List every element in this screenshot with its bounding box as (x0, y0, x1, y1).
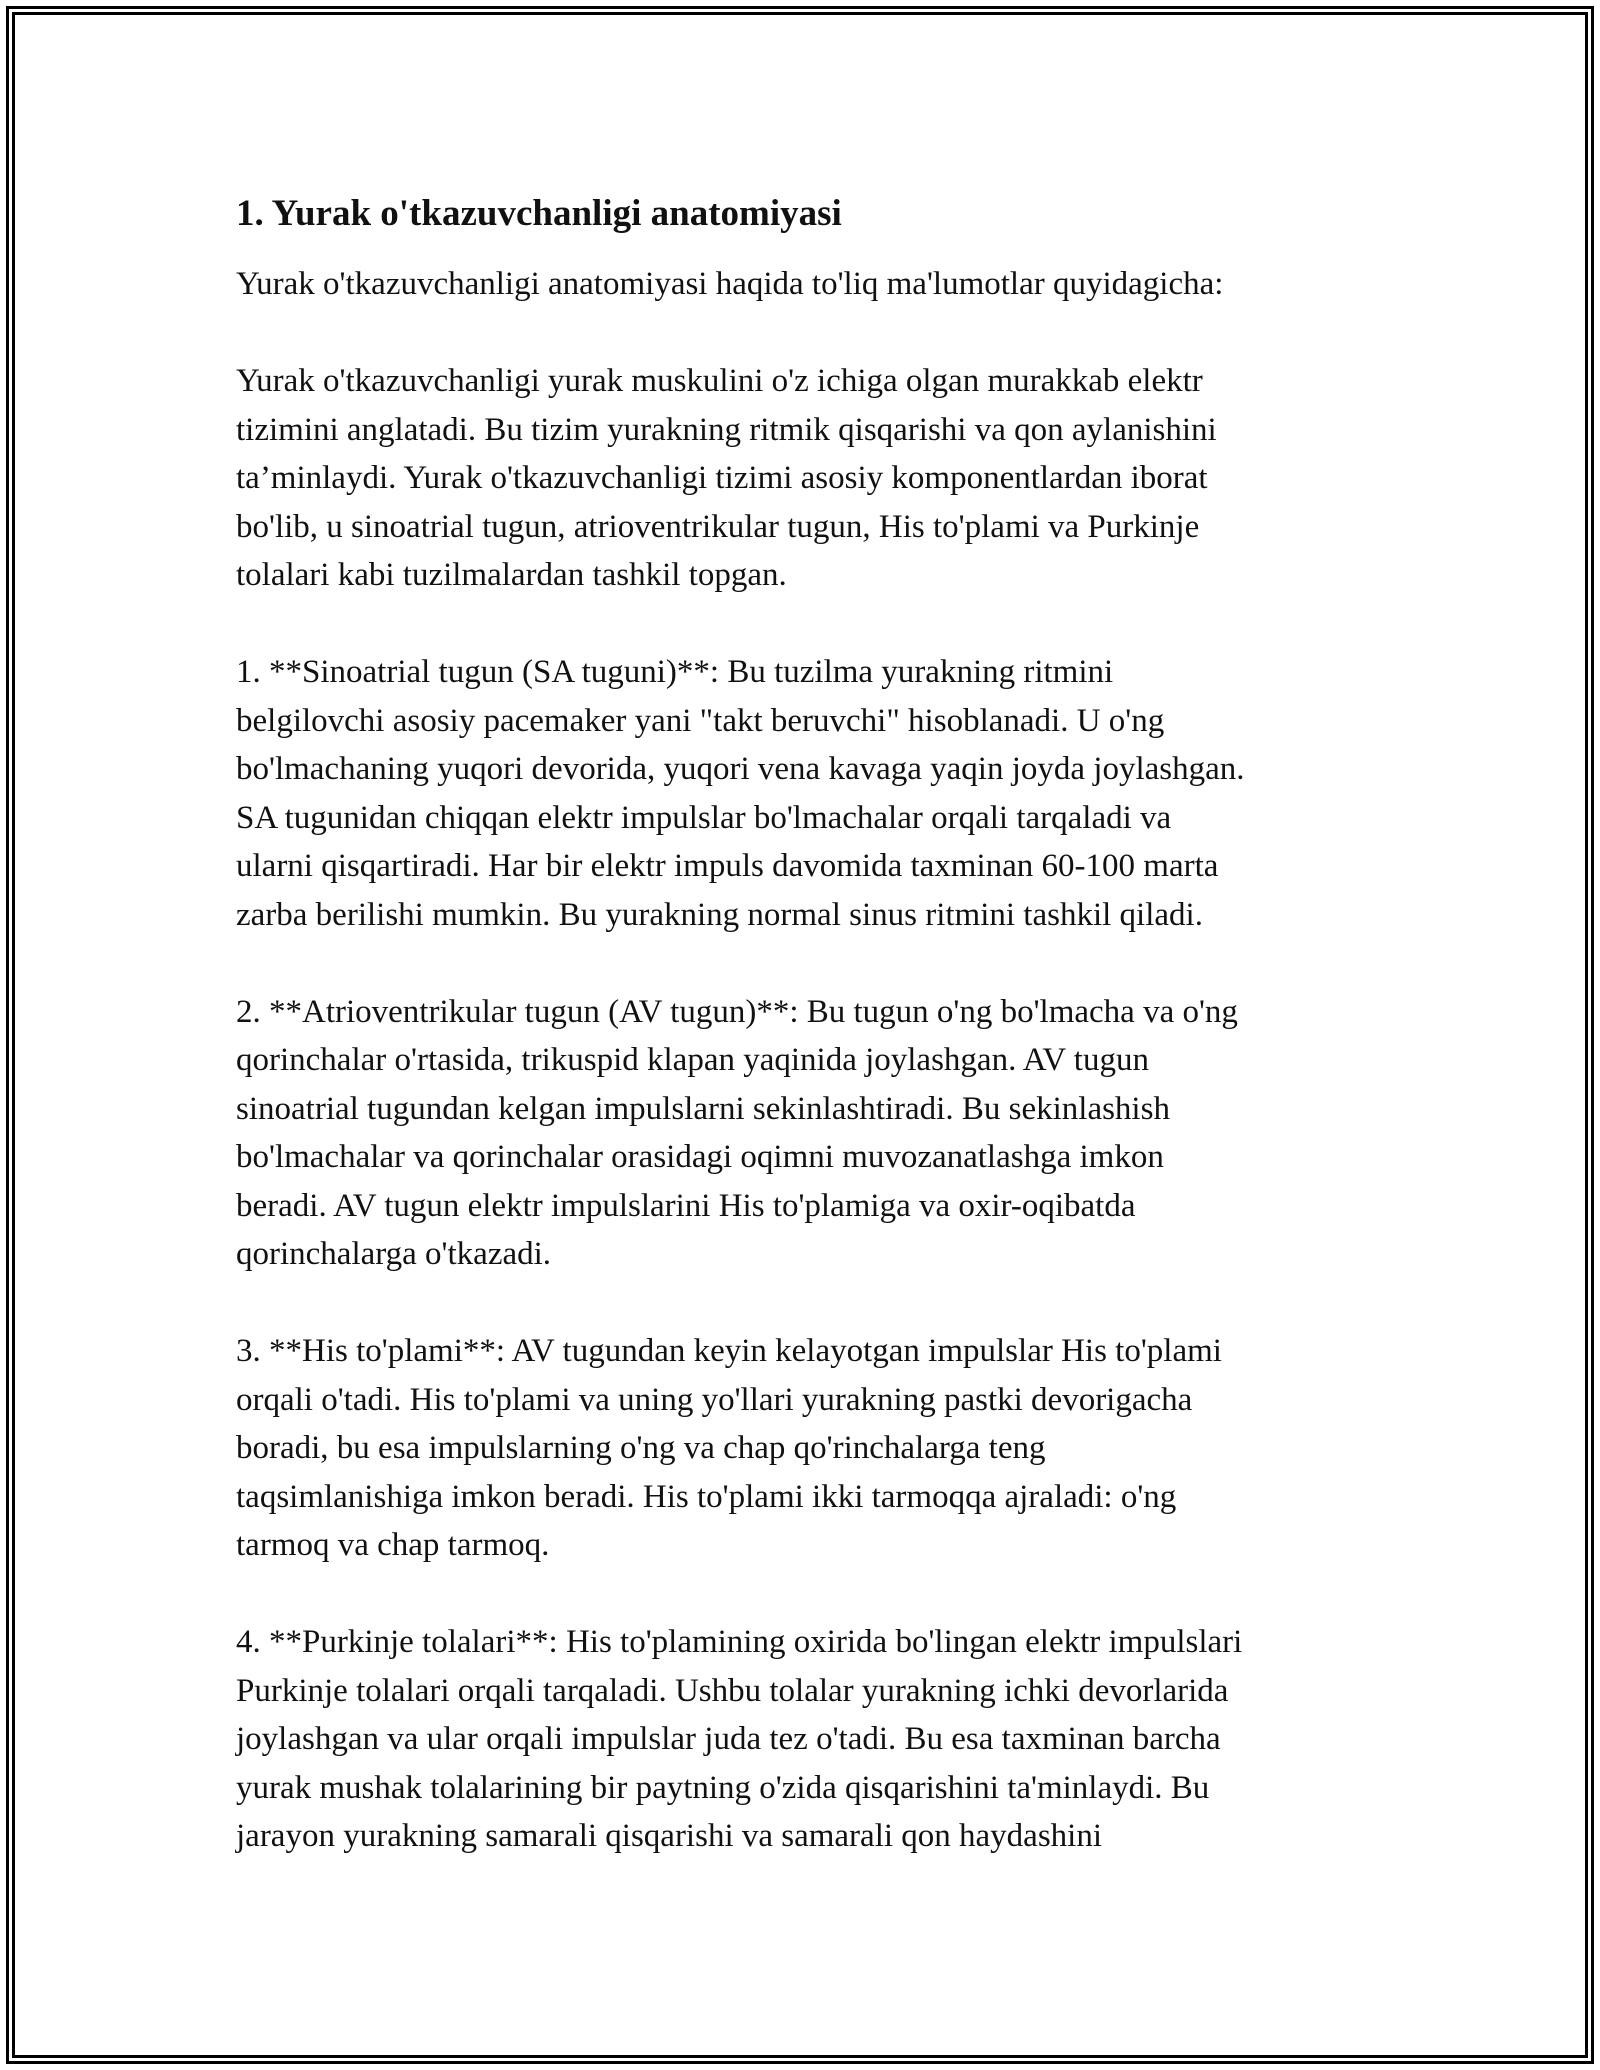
text-line: beradi. AV tugun elektr impulslarini His to'plamiga va oxir-oqibatda (236, 1187, 1136, 1224)
paragraph-gap (236, 1279, 1366, 1328)
text-line: belgilovchi asosiy pacemaker yani "takt beruvchi" hisoblanadi. U o'ng (236, 702, 1165, 739)
text-line: Yurak o'tkazuvchanligi yurak muskulini o'z ichiga olgan murakkab elektr (236, 363, 1203, 399)
document-body (236, 188, 1366, 1861)
text-line: tizimini anglatadi. Bu tizim yurakning ritmik qisqarishi va qon aylanishini (236, 411, 1217, 448)
text-line: bo'lmachaning yuqori devorida, yuqori vena kavaga yaqin joyda joylashgan. (236, 751, 1245, 787)
paragraph-gap (236, 600, 1366, 649)
paragraph-gap (236, 1570, 1366, 1619)
text-line: SA tugunidan chiqqan elektr impulslar bo'lmachalar orqali tarqaladi va (236, 799, 1172, 836)
text-line: joylashgan va ular orqali impulslar juda tez o'tadi. Bu esa taxminan barcha (236, 1721, 1221, 1757)
text-line: bo'lib, u sinoatrial tugun, atrioventrikular tugun, His to'plami va Purkinje (236, 508, 1200, 545)
text-line: taqsimlanishiga imkon beradi. His to'plami ikki tarmoqqa ajraladi: o'ng (236, 1478, 1177, 1515)
intro-line: Yurak o'tkazuvchanligi anatomiyasi haqida to'liq ma'lumotlar quyidagicha: (236, 266, 1224, 302)
text-line: 2. **Atrioventrikular tugun (AV tugun)**: Bu tugun o'ng bo'lmacha va o'ng (236, 993, 1238, 1030)
text-line: yurak mushak tolalarining bir paytning o'zida qisqarishini ta'minlaydi. Bu (236, 1769, 1210, 1806)
text-line: orqali o'tadi. His to'plami va uning yo'llari yurakning pastki devorigacha (236, 1381, 1193, 1418)
text-line: qorinchalar o'rtasida, trikuspid klapan yaqinida joylashgan. AV tugun (236, 1042, 1149, 1078)
paragraph-his-bundle (236, 1327, 1366, 1570)
text-line: zarba berilishi mumkin. Bu yurakning normal sinus ritmini tashkil qiladi. (236, 896, 1203, 933)
text-line: ularni qisqartiradi. Har bir elektr impuls davomida taxminan 60-100 marta (236, 848, 1219, 884)
text-line: qorinchalarga o'tkazadi. (236, 1236, 552, 1272)
text-line: 1. **Sinoatrial tugun (SA tuguni)**: Bu tuzilma yurakning ritmini (236, 654, 1114, 690)
text-line: bo'lmachalar va qorinchalar orasidagi oqimni muvozanatlashga imkon (236, 1139, 1164, 1175)
document-title: 1. Yurak o'tkazuvchanligi anatomiyasi (236, 193, 842, 234)
paragraph-gap (236, 309, 1366, 358)
text-line: tolalari kabi tuzilmalardan tashkil topgan. (236, 557, 787, 593)
text-line: sinoatrial tugundan kelgan impulslarni sekinlashtiradi. Bu sekinlashish (236, 1090, 1170, 1127)
text-line: jarayon yurakning samarali qisqarishi va samarali qon haydashini (236, 1818, 1103, 1854)
text-line: 4. **Purkinje tolalari**: His to'plamining oxirida bo'lingan elektr impulslari (236, 1624, 1243, 1660)
text-line: 3. **His to'plami**: AV tugundan keyin kelayotgan impulslar His to'plami (236, 1333, 1222, 1369)
text-line: boradi, bu esa impulslarning o'ng va chap qo'rinchalarga teng (236, 1430, 1046, 1466)
paragraph-overview (236, 357, 1366, 600)
paragraph-purkinje-fibers (236, 1618, 1366, 1861)
text-line: tarmoq va chap tarmoq. (236, 1527, 550, 1563)
paragraph-av-node (236, 988, 1366, 1279)
text-line: Purkinje tolalari orqali tarqaladi. Ushbu tolalar yurakning ichki devorlarida (236, 1672, 1229, 1709)
paragraph-sinoatrial-node (236, 648, 1366, 939)
text-line: ta’minlaydi. Yurak o'tkazuvchanligi tizimi asosiy komponentlardan iborat (236, 460, 1208, 496)
paragraph-gap (236, 939, 1366, 988)
